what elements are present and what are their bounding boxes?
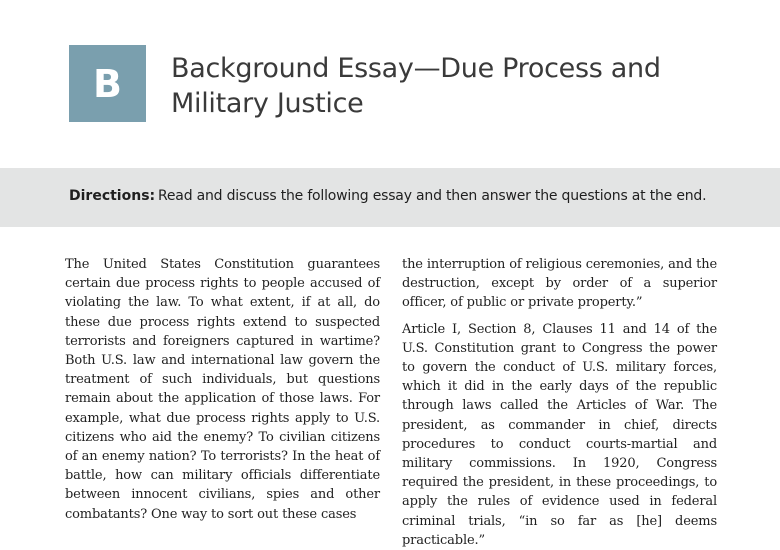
essay-left-column — [65, 255, 380, 524]
page-title-line-1: Background Essay—Due Process and — [171, 53, 661, 84]
page-title-line-2: Military Justice — [171, 88, 364, 119]
page-title — [171, 51, 751, 121]
section-badge — [69, 45, 146, 122]
directions-bar — [0, 168, 780, 227]
essay-right-column — [402, 255, 717, 550]
essay-paragraph: Article I, Section 8, Clauses 11 and 14 of the U.S. Constitution grant to Congress the power to govern the conduct of U.S. military forces, which it did in the early days of the republic through laws called the Articles of War. The president, as commander in chief, directs procedures to conduct courts-martial and military commissions. In 1920, Congress required the president, in these proceedings, to apply the rules of evidence used in federal criminal trials, “in so far as [he] deems practicable.” — [402, 321, 717, 548]
essay-paragraph: the interruption of religious ceremonies, and the destruction, except by order of a superior officer, of public or private property.” — [402, 257, 717, 311]
section-letter: B — [93, 61, 122, 106]
directions-text: Read and discuss the following essay and then answer the questions at the end. — [158, 188, 707, 204]
essay-paragraph: The United States Constitution guarantees certain due process rights to people accused of violating the law. To what extent, if at all, do these due process rights extend to suspected terrorists and foreigners captured in wartime? Both U.S. law and international law govern the treatment of such individuals, but questions remain about the application of those laws. For example, what due process rights apply to U.S. citizens who aid the enemy? To civilian citizens of an enemy nation? To terrorists? In the heat of battle, how can military officials differentiate between innocent civilians, spies and other combatants? One way to sort out these cases — [65, 257, 380, 522]
directions-label: Directions: — [69, 188, 156, 204]
